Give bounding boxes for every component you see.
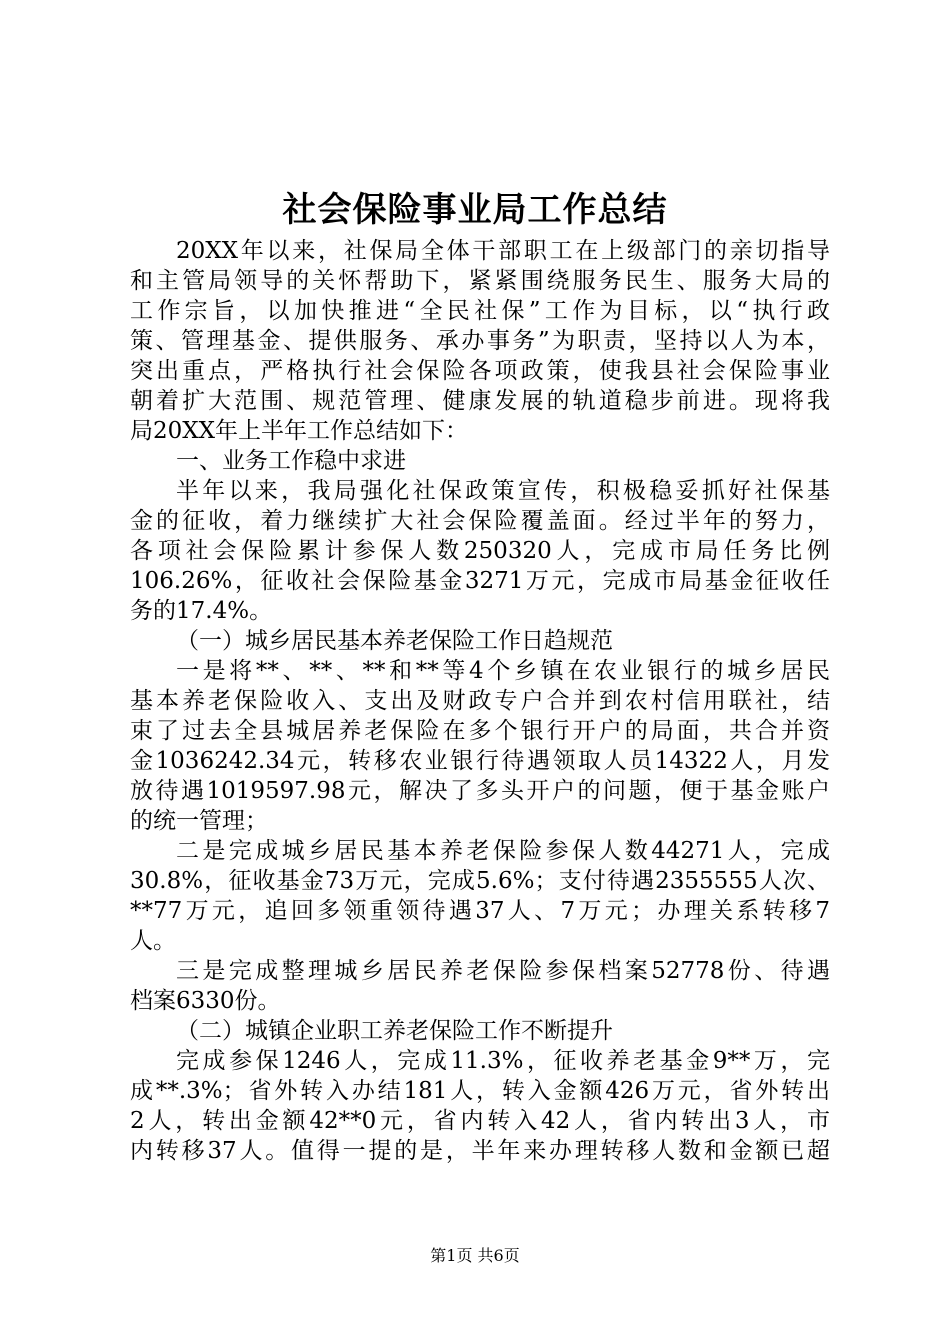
text-line: 一是将**、**、**和**等4个乡镇在农业银行的城乡居民 xyxy=(176,658,830,684)
text-line: 金1036242.34元，转移农业银行待遇领取人员14322人，月发 xyxy=(130,748,830,774)
text-line: 局20XX年上半年工作总结如下： xyxy=(130,418,469,444)
document-body xyxy=(130,236,830,1166)
text-line: 束了过去全县城居养老保险在多个银行开户的局面，共合并资 xyxy=(130,718,830,744)
text-line: 二是完成城乡居民基本养老保险参保人数44271人，完成 xyxy=(176,838,830,864)
text-line: 完成参保1246人，完成11.3%，征收养老基金9**万，完 xyxy=(176,1048,830,1074)
text-line: 突出重点，严格执行社会保险各项政策，使我县社会保险事业 xyxy=(130,358,830,384)
text-line: 基本养老保险收入、支出及财政专户合并到农村信用联社，结 xyxy=(130,688,830,714)
text-line: 的统一管理； xyxy=(130,808,268,834)
text-line: 务的17.4%。 xyxy=(130,598,273,624)
text-line: 30.8%，征收基金73万元，完成5.6%；支付待遇2355555人次、 xyxy=(130,868,830,894)
text-line: 成**.3%；省外转入办结181人，转入金额426万元，省外转出 xyxy=(130,1078,830,1104)
text-line: 放待遇1019597.98元，解决了多头开户的问题，便于基金账户 xyxy=(130,778,830,804)
text-line: 金的征收，着力继续扩大社会保险覆盖面。经过半年的努力， xyxy=(130,508,830,534)
text-line: **77万元，追回多领重领待遇37人、7万元；办理关系转移7 xyxy=(130,898,830,924)
text-line: 三是完成整理城乡居民养老保险参保档案52778份、待遇 xyxy=(176,958,830,984)
text-line: 人。 xyxy=(130,928,176,954)
text-line: 策、管理基金、提供服务、承办事务”为职责，坚持以人为本， xyxy=(130,328,830,354)
text-line: （一）城乡居民基本养老保险工作日趋规范 xyxy=(176,628,613,654)
text-line: 内转移37人。值得一提的是，半年来办理转移人数和金额已超 xyxy=(130,1138,830,1164)
text-line: 106.26%，征收社会保险基金3271万元，完成市局基金征收任 xyxy=(130,568,830,594)
text-line: 工作宗旨，以加快推进“全民社保”工作为目标，以“执行政 xyxy=(130,298,830,324)
text-line: 和主管局领导的关怀帮助下，紧紧围绕服务民生、服务大局的 xyxy=(130,268,830,294)
text-line: 20XX年以来，社保局全体干部职工在上级部门的亲切指导 xyxy=(176,238,830,264)
text-line: 一、业务工作稳中求进 xyxy=(176,448,406,474)
text-line: 朝着扩大范围、规范管理、健康发展的轨道稳步前进。现将我 xyxy=(130,388,830,414)
page-footer: 第1页 共6页 xyxy=(430,1246,520,1265)
text-line: 档案6330份。 xyxy=(130,988,281,1014)
document-title: 社会保险事业局工作总结 xyxy=(282,190,668,230)
text-line: （二）城镇企业职工养老保险工作不断提升 xyxy=(176,1018,613,1044)
text-line: 各项社会保险累计参保人数250320人，完成市局任务比例 xyxy=(130,538,830,564)
text-line: 半年以来，我局强化社保政策宣传，积极稳妥抓好社保基 xyxy=(176,478,830,504)
text-line: 2人，转出金额42**0元，省内转入42人，省内转出3人，市 xyxy=(130,1108,830,1134)
